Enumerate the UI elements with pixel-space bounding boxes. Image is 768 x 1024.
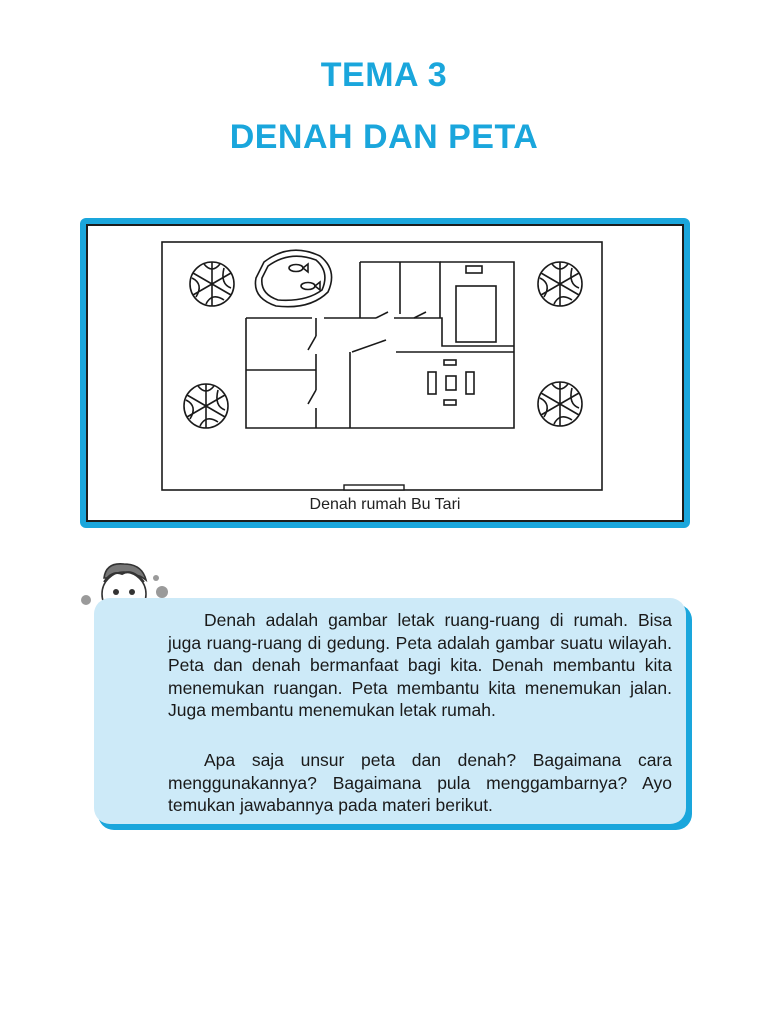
fish-icon [301,282,320,290]
door-icon [308,336,316,350]
intro-paragraph: Denah adalah gambar letak ruang-ruang di rumah. Bisa juga ruang-ruang di gedung. Peta adalah gambar suatu wilayah. Peta dan denah bermanfaat bagi kita. Denah membantu kita menemukan ruangan. Peta membantu kita menemukan jalan. Juga membantu menemukan letak rumah. [168,610,672,720]
floor-plan-frame [80,218,690,528]
pond-icon [255,250,331,306]
lot-boundary [162,242,602,490]
door-icon [376,312,388,318]
door-icon [308,390,316,404]
tree-icon [184,384,228,428]
house-wall [350,352,514,428]
chair-icon [428,372,436,394]
floor-plan-panel [86,224,684,522]
chair-icon [444,400,456,405]
chair-icon [444,360,456,365]
tree-icon [538,262,582,306]
floor-plan-drawing [160,240,604,492]
house-wall [440,262,514,350]
page-title: DENAH DAN PETA [229,118,539,156]
figure-caption: Denah rumah Bu Tari [309,496,461,513]
door-icon [352,340,386,352]
door-icon [414,312,426,318]
bed-icon [456,286,496,342]
chair-icon [466,372,474,394]
tree-icon [538,382,582,426]
house-wall [360,262,400,318]
bedroom [442,264,512,346]
theme-number: TEMA 3 [320,56,448,94]
pillow-icon [466,266,482,273]
fish-icon [289,264,308,272]
tree-icon [190,262,234,306]
question-paragraph: Apa saja unsur peta dan denah? Bagaimana cara menggunakannya? Bagaimana pula menggambarnya? Ayo temukan jawabannya pada materi berikut. [168,750,672,815]
gate-icon [344,485,404,490]
table-icon [446,376,456,390]
